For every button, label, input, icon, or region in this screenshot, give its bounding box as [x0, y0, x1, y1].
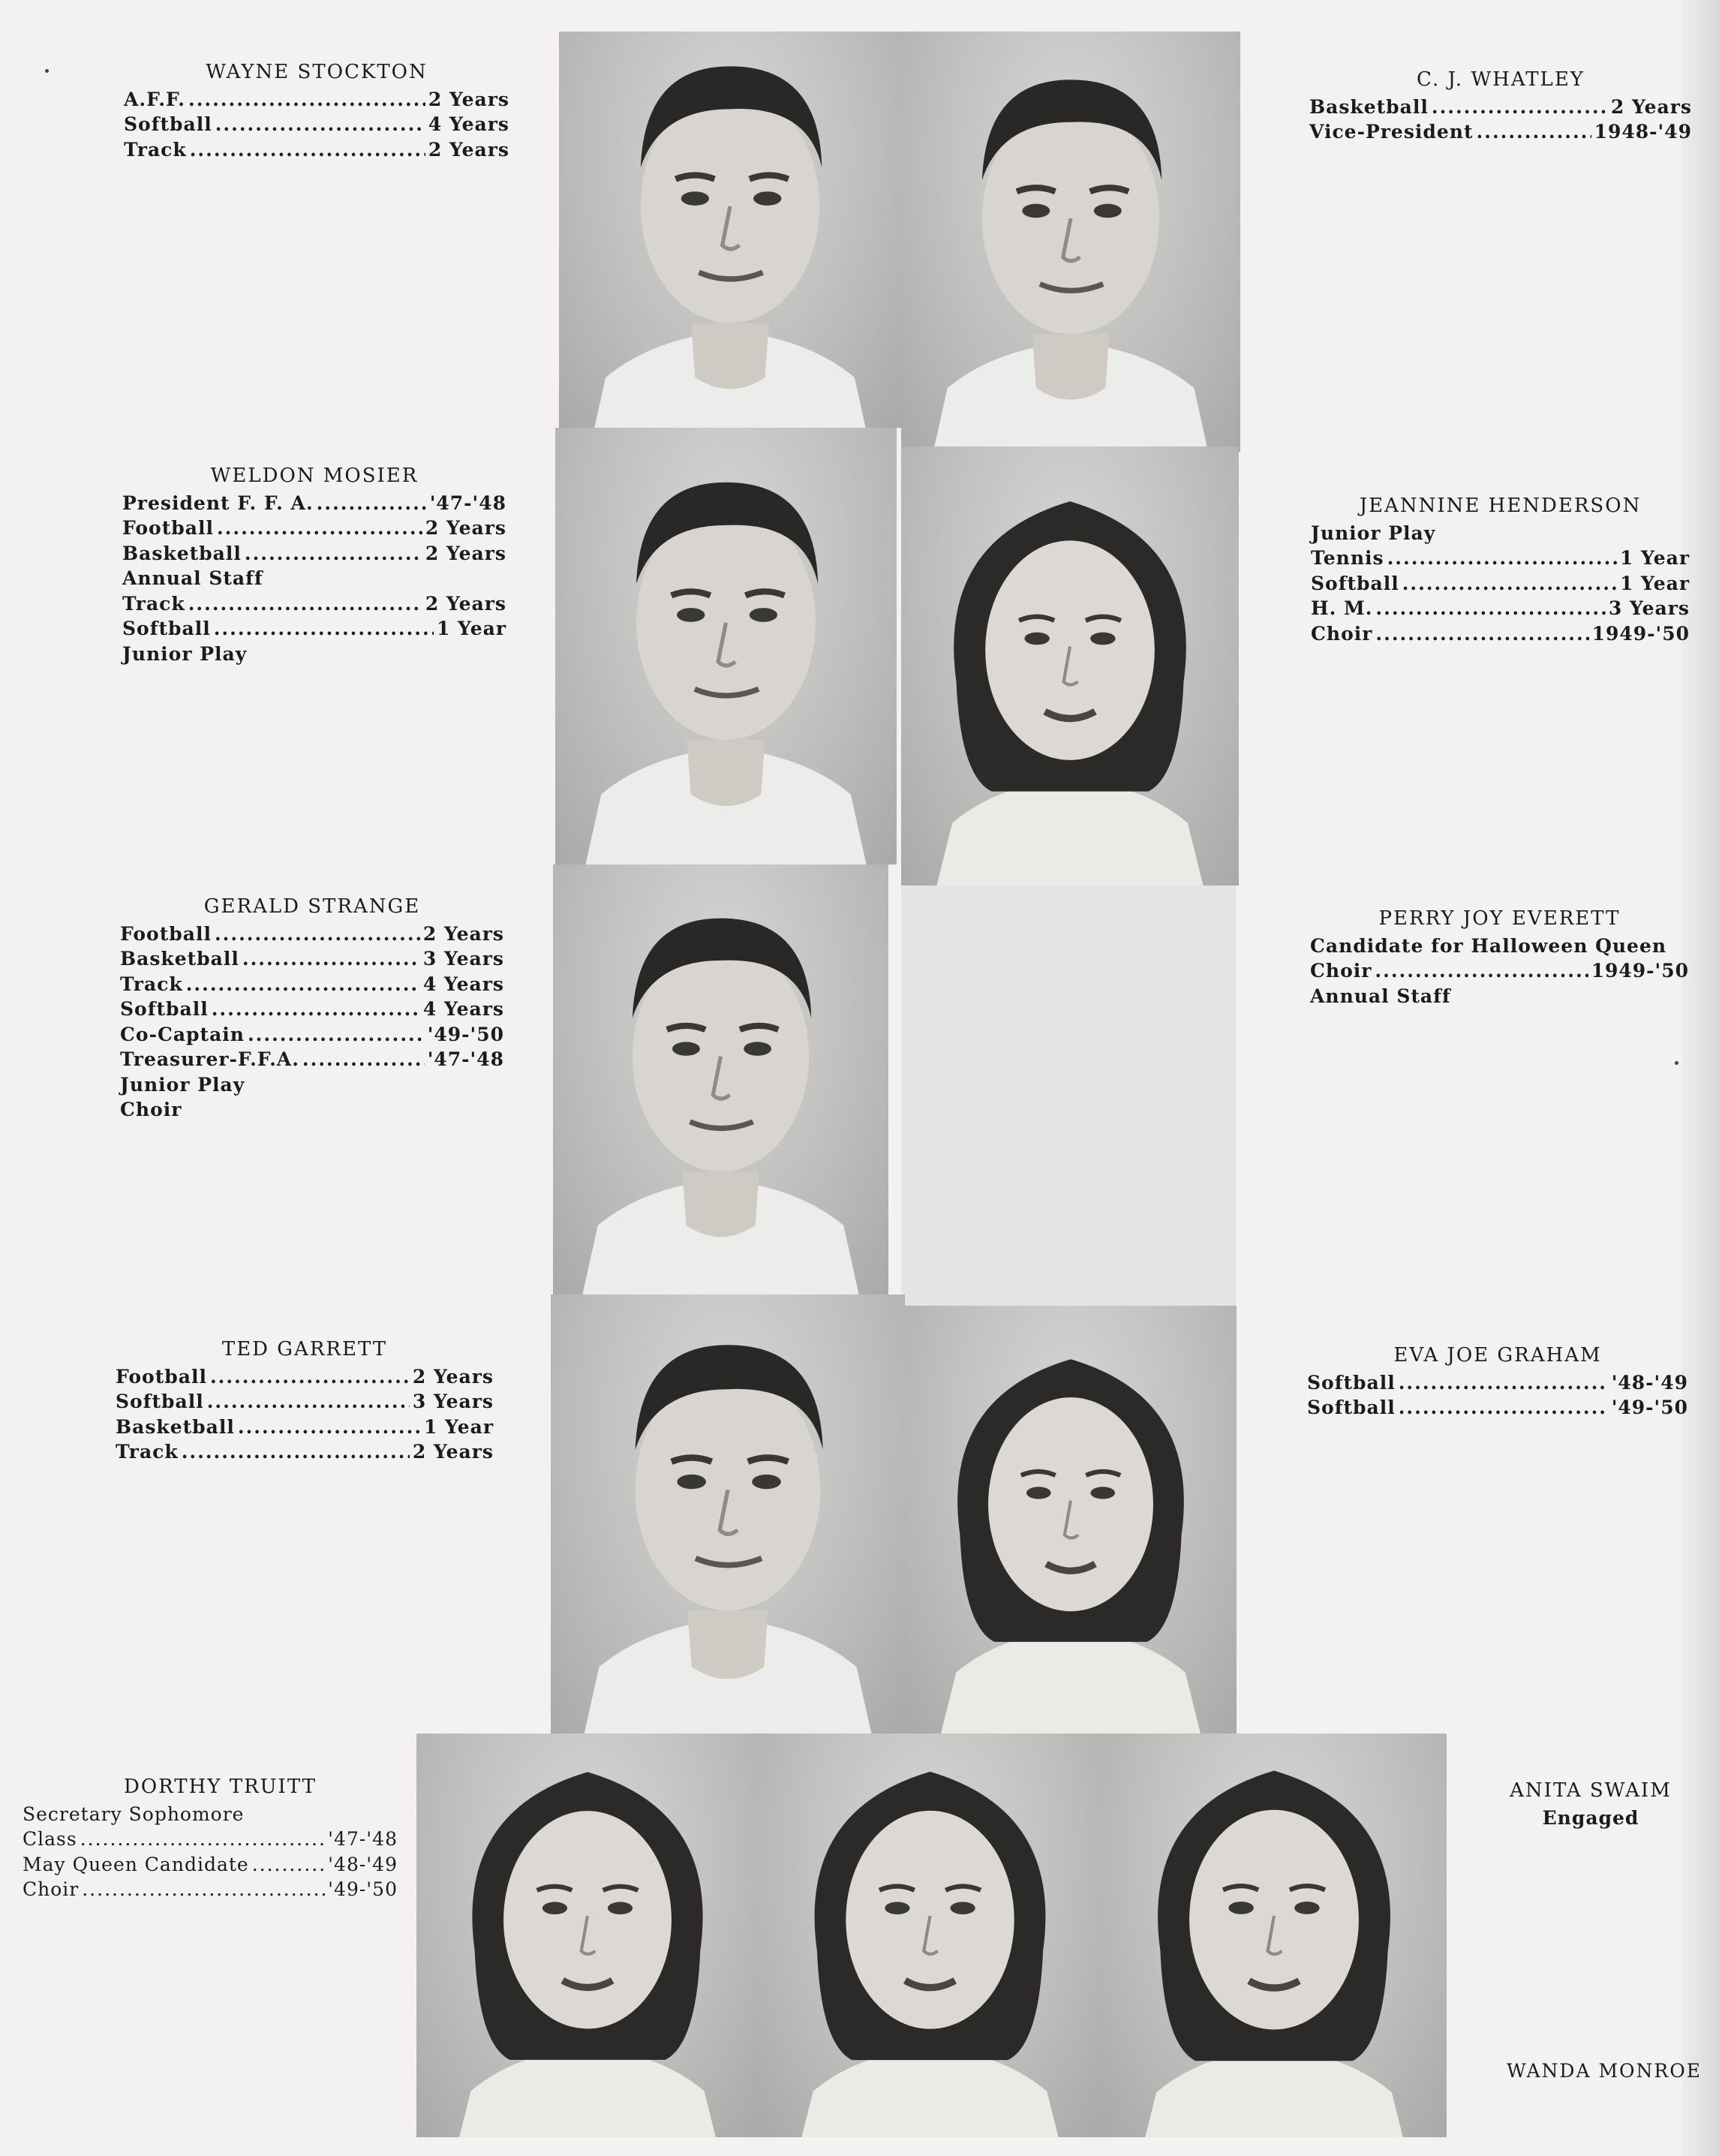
- activity-line: Candidate for Halloween Queen: [1310, 934, 1667, 957]
- bio-dorthy-truitt: [23, 1775, 398, 1902]
- activity-row: Football ..... 2 Years: [122, 516, 506, 541]
- activity-row: May Queen Candidate ..... '48-'49: [23, 1852, 398, 1878]
- bio-eva-joe-graham: [1307, 1343, 1688, 1421]
- activity-row: Track ..... 2 Years: [116, 1439, 494, 1465]
- student-name: PERRY JOY EVERETT: [1378, 907, 1621, 930]
- photo-cj-whatley: [901, 32, 1240, 452]
- photo-gerald-strange: [553, 865, 888, 1295]
- print-speck: [1675, 1061, 1678, 1065]
- activity-row: Football ..... 2 Years: [120, 922, 504, 947]
- activity-row: Softball ..... 3 Years: [116, 1389, 494, 1415]
- activity-row: President F. F. A. ..... '47-'48: [122, 491, 506, 516]
- activity-row: Softball ..... 1 Year: [1311, 571, 1690, 597]
- student-name: DORTHY TRUITT: [124, 1776, 317, 1798]
- photo-perry-joy-everett-blank: [901, 886, 1236, 1306]
- activity-line: Engaged: [1542, 1806, 1639, 1829]
- activity-row: Softball ..... '48-'49: [1307, 1370, 1688, 1396]
- activity-row: Choir ..... '49-'50: [23, 1877, 398, 1902]
- activity-row: Tennis ..... 1 Year: [1311, 546, 1690, 571]
- bio-weldon-mosier: [122, 464, 506, 666]
- activity-row: Basketball ..... 2 Years: [1309, 95, 1692, 120]
- activity-line: Choir: [120, 1099, 182, 1120]
- student-name: ANITA SWAIM: [1510, 1779, 1672, 1802]
- activity-row: Choir ..... 1949-'50: [1311, 621, 1690, 647]
- photo-anita-swaim: [759, 1734, 1101, 2137]
- bio-anita-swaim: [1489, 1779, 1692, 1830]
- photo-jeannine-henderson: [901, 447, 1239, 886]
- activity-row: Basketball ..... 3 Years: [120, 946, 504, 972]
- activity-row: A.F.F. ..... 2 Years: [124, 87, 509, 113]
- activity-row: Co-Captain ..... '49-'50: [120, 1022, 504, 1048]
- bio-jeannine-henderson: [1311, 494, 1690, 646]
- student-name: TED GARRETT: [221, 1338, 388, 1361]
- photo-dorthy-truitt: [416, 1734, 759, 2137]
- student-name: C. J. WHATLEY: [1417, 68, 1585, 91]
- activity-row: H. M. ..... 3 Years: [1311, 596, 1690, 621]
- activity-row: Softball ..... 1 Year: [122, 616, 506, 642]
- student-name: WELDON MOSIER: [210, 465, 419, 487]
- activity-row: Basketball ..... 1 Year: [116, 1415, 494, 1440]
- activity-row: Softball ..... 4 Years: [120, 997, 504, 1022]
- activity-line: Annual Staff: [122, 567, 263, 589]
- bio-ted-garrett: [116, 1337, 494, 1465]
- bio-perry-joy-everett: [1310, 907, 1689, 1009]
- activity-row: Track ..... 4 Years: [120, 972, 504, 997]
- photo-wanda-monroe: [1101, 1734, 1447, 2137]
- student-name: GERALD STRANGE: [203, 895, 421, 918]
- activity-row: Treasurer-F.F.A. ..... '47-'48: [120, 1047, 504, 1072]
- photo-weldon-mosier: [555, 428, 897, 865]
- activity-row: Class ..... '47-'48: [23, 1827, 398, 1852]
- photo-wayne-stockton: [559, 32, 901, 428]
- activity-row: Track ..... 2 Years: [122, 591, 506, 617]
- activity-row: Track ..... 2 Years: [124, 137, 509, 163]
- activity-row: Basketball ..... 2 Years: [122, 541, 506, 567]
- bio-cj-whatley: [1309, 68, 1692, 145]
- activity-line: Junior Play: [1311, 522, 1436, 544]
- activity-row: Vice-President ..... 1948-'49: [1309, 119, 1692, 145]
- activity-line: Junior Play: [122, 642, 248, 665]
- print-speck: [45, 69, 49, 73]
- student-name: JEANNINE HENDERSON: [1359, 495, 1642, 517]
- activity-line: Annual Staff: [1310, 985, 1451, 1007]
- activity-row: Softball ..... '49-'50: [1307, 1395, 1688, 1421]
- activity-row: Choir ..... 1949-'50: [1310, 958, 1689, 984]
- student-name-wanda-monroe: WANDA MONROE: [1507, 2060, 1702, 2082]
- photo-ted-garrett: [551, 1295, 905, 1734]
- activity-row: Softball ..... 4 Years: [124, 112, 509, 137]
- bio-gerald-strange: [120, 895, 504, 1123]
- page-gutter-shadow: [1681, 0, 1719, 2156]
- student-name: EVA JOE GRAHAM: [1393, 1344, 1602, 1367]
- activity-line: Junior Play: [120, 1073, 245, 1096]
- activity-row: Football ..... 2 Years: [116, 1364, 494, 1390]
- photo-eva-joe-graham: [905, 1306, 1237, 1734]
- bio-wayne-stockton: [124, 60, 509, 162]
- activity-line: Secretary Sophomore: [23, 1803, 245, 1825]
- student-name: WAYNE STOCKTON: [206, 61, 428, 83]
